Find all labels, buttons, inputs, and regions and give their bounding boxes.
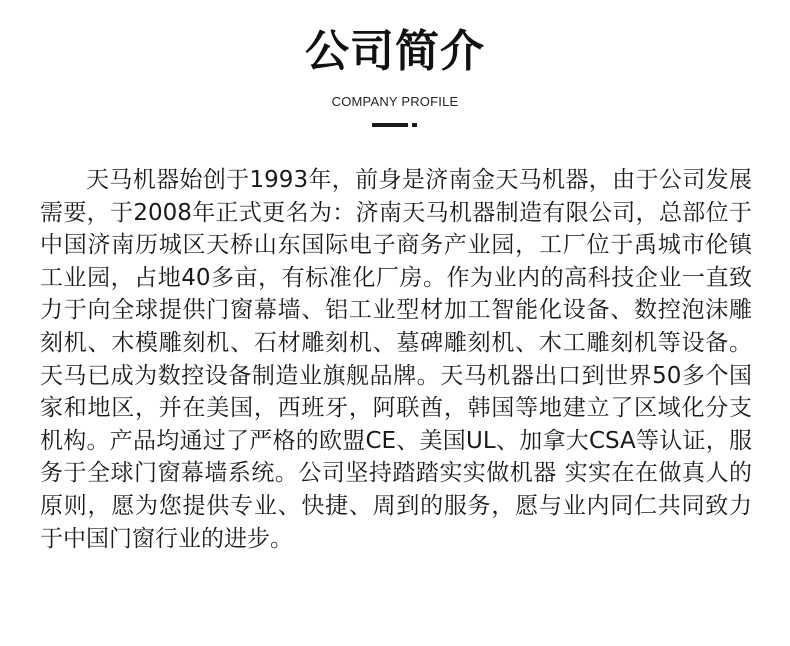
- profile-paragraph: 天马机器始创于1993年，前身是济南金天马机器，由于公司发展需要，于2008年正式更名为：济南天马机器制造有限公司，总部位于中国济南历城区天桥山东国际电子商务产业园，工厂位于禹城市伦镇工业园，占地40多亩，有标准化厂房。作为业内的高科技企业一直致力于向全球提供门窗幕墙、铝工业型材加工智能化设备、数控泡沫雕刻机、木模雕刻机、石材雕刻机、墓碑雕刻机、木工雕刻机等设备。天马已成为数控设备制造业旗舰品牌。天马机器出口到世界50多个国家和地区，并在美国，西班牙，阿联酋，韩国等地建立了区域化分支机构。产品均通过了严格的欧盟CE、美国UL、加拿大CSA等认证，服务于全球门窗幕墙系统。公司坚持踏踏实实做机器 实实在在做真人的原则，愿为您提供专业、快捷、周到的服务，愿与业内同仁共同致力于中国门窗行业的进步。: [40, 167, 752, 552]
- title-divider: [372, 123, 418, 129]
- divider-dot: [412, 123, 417, 127]
- page-subtitle: COMPANY PROFILE: [331, 94, 459, 109]
- page-title: 公司简介: [305, 26, 485, 77]
- divider-bar: [372, 123, 408, 127]
